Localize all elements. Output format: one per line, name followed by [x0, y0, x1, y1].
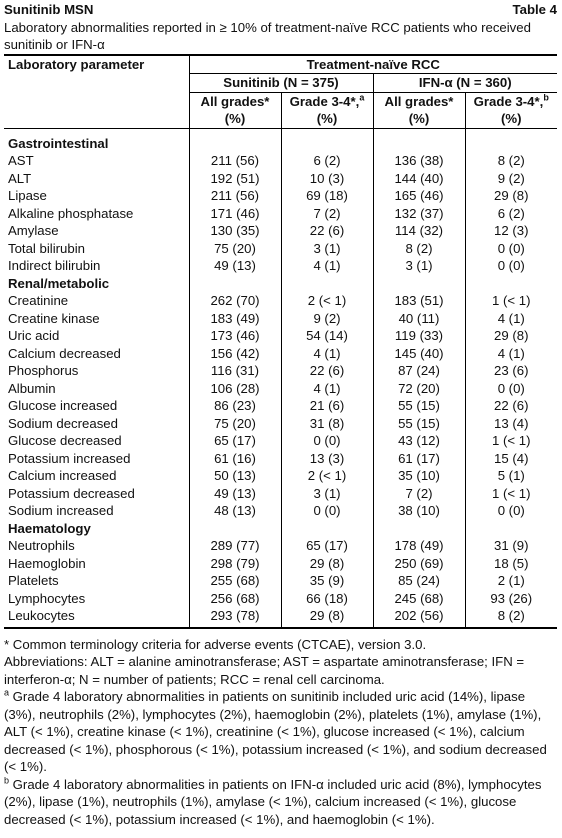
- value-cell: 136 (38): [373, 152, 465, 170]
- value-cell: 2 (< 1): [281, 467, 373, 485]
- all-grades-label: All grades*: [384, 93, 454, 109]
- table-row: [4, 292, 557, 310]
- value-cell: 61 (17): [373, 450, 465, 468]
- value-cell: 55 (15): [373, 397, 465, 415]
- value-cell: 178 (49): [373, 537, 465, 555]
- parameter-name: Uric acid: [8, 328, 60, 343]
- table-row: [4, 607, 557, 628]
- section-row: [4, 520, 557, 538]
- footnotes: [4, 636, 557, 829]
- param-column-header: Laboratory parameter: [4, 55, 189, 74]
- value-cell: 173 (46): [189, 327, 281, 345]
- value-cell: 289 (77): [189, 537, 281, 555]
- footnote-abbreviations: Abbreviations: ALT = alanine aminotransferase; AST = aspartate aminotransferase; IFN = interferon-α; N = number of patients; RCC = renal cell carcinoma.: [4, 654, 525, 687]
- value-cell: 13 (4): [465, 415, 557, 433]
- value-cell: 35 (9): [281, 572, 373, 590]
- value-cell: 12 (3): [465, 222, 557, 240]
- table-body: [4, 128, 557, 628]
- value-cell: 5 (1): [465, 467, 557, 485]
- footnote-star: * Common terminology criteria for adverse events (CTCAE), version 3.0.: [4, 636, 427, 652]
- value-cell: 211 (56): [189, 152, 281, 170]
- value-cell: 9 (2): [465, 170, 557, 188]
- parameter-name: Phosphorus: [8, 363, 79, 378]
- parameter-name: Creatinine: [8, 293, 69, 308]
- table-row: [4, 450, 557, 468]
- table-row: [4, 485, 557, 503]
- value-cell: 132 (37): [373, 205, 465, 223]
- value-cell: 6 (2): [465, 205, 557, 223]
- value-cell: 22 (6): [465, 397, 557, 415]
- value-cell: 22 (6): [281, 362, 373, 380]
- value-cell: 29 (8): [281, 555, 373, 573]
- footnote-b: [4, 776, 557, 829]
- value-cell: 0 (0): [281, 502, 373, 520]
- value-cell: 130 (35): [189, 222, 281, 240]
- value-cell: 23 (6): [465, 362, 557, 380]
- pct-label: (%): [408, 111, 430, 126]
- lab-abnormalities-table: [4, 54, 557, 629]
- section-row: [4, 275, 557, 293]
- value-cell: 8 (2): [465, 607, 557, 628]
- parameter-name: Alkaline phosphatase: [8, 205, 134, 221]
- value-cell: 144 (40): [373, 170, 465, 188]
- table-row: [4, 502, 557, 520]
- value-cell: 65 (17): [189, 432, 281, 450]
- value-cell: 4 (1): [465, 310, 557, 328]
- value-cell: 192 (51): [189, 170, 281, 188]
- value-cell: 0 (0): [465, 257, 557, 275]
- sunitinib-grade34-header: [281, 92, 373, 128]
- parameter-name: Haemoglobin: [8, 555, 86, 571]
- sunitinib-all-grades-header: [189, 92, 281, 128]
- value-cell: 29 (8): [465, 187, 557, 205]
- value-cell: 0 (0): [281, 432, 373, 450]
- value-cell: 1 (< 1): [465, 485, 557, 503]
- parameter-name: Glucose decreased: [8, 433, 122, 448]
- parameter-name: Creatine kinase: [8, 310, 100, 326]
- grade34-label: Grade 3-4*,: [473, 93, 544, 109]
- parameter-name: Lipase: [8, 188, 47, 203]
- value-cell: 50 (13): [189, 467, 281, 485]
- footnote-b-text: Grade 4 laboratory abnormalities in patients on IFN-α included uric acid (8%), lymphocytes (2%), lipase (1%), neutrophils (1%), amylase (< 1%), calcium increased (< 1%), glucose decreased (< 1%), potassium increased (< 1%), and haemoglobin (< 1%).: [4, 776, 542, 827]
- parameter-name: Calcium decreased: [8, 345, 121, 361]
- value-cell: 171 (46): [189, 205, 281, 223]
- value-cell: 13 (3): [281, 450, 373, 468]
- table-row: [4, 257, 557, 275]
- ifn-all-grades-header: [373, 92, 465, 128]
- value-cell: 211 (56): [189, 187, 281, 205]
- document-title: Sunitinib MSN: [4, 2, 94, 17]
- value-cell: 87 (24): [373, 362, 465, 380]
- value-cell: 3 (1): [281, 240, 373, 258]
- value-cell: 72 (20): [373, 380, 465, 398]
- value-cell: 156 (42): [189, 345, 281, 363]
- value-cell: 116 (31): [189, 362, 281, 380]
- value-cell: 1 (< 1): [465, 292, 557, 310]
- footnote-a: [4, 688, 557, 776]
- table-label: Table 4: [512, 2, 557, 17]
- table-row: [4, 362, 557, 380]
- value-cell: 245 (68): [373, 590, 465, 608]
- parameter-name: Potassium increased: [8, 450, 131, 466]
- value-cell: 256 (68): [189, 590, 281, 608]
- table-row: [4, 555, 557, 573]
- parameter-name: Lymphocytes: [8, 590, 86, 606]
- value-cell: 31 (9): [465, 537, 557, 555]
- table-row: [4, 187, 557, 205]
- value-cell: 21 (6): [281, 397, 373, 415]
- value-cell: 4 (1): [465, 345, 557, 363]
- parameter-name: Leukocytes: [4, 607, 189, 628]
- value-cell: 86 (23): [189, 397, 281, 415]
- parameter-name: Sodium decreased: [8, 415, 118, 431]
- value-cell: 22 (6): [281, 222, 373, 240]
- table-row: [4, 572, 557, 590]
- footnote-a-mark: a: [4, 687, 10, 698]
- footnote-a-text: Grade 4 laboratory abnormalities in patients on sunitinib included uric acid (14%), lipase (3%), neutrophils (2%), lymphocytes (2%), haemoglobin (2%), platelets (1%), amylase (1%), ALT (< 1%), creatine kinase (< 1%), creatinine (< 1%), glucose increased (< 1%), calcium decreased (< 1%), phosphorous (< 1%), potassium increased (< 1%), and sodium decreased (< 1%).: [4, 689, 547, 774]
- value-cell: 114 (32): [373, 222, 465, 240]
- value-cell: 298 (79): [189, 555, 281, 573]
- section-heading: Haematology: [8, 520, 91, 536]
- value-cell: 61 (16): [189, 450, 281, 468]
- value-cell: 18 (5): [465, 555, 557, 573]
- sunitinib-header: Sunitinib (N = 375): [189, 74, 373, 93]
- value-cell: 4 (1): [281, 257, 373, 275]
- value-cell: 38 (10): [373, 502, 465, 520]
- value-cell: 10 (3): [281, 170, 373, 188]
- all-grades-label: All grades*: [200, 93, 270, 109]
- footnote-b-mark: b: [4, 775, 10, 786]
- parameter-name: Glucose increased: [8, 398, 118, 413]
- grade34-label: Grade 3-4*,: [289, 93, 360, 109]
- value-cell: 0 (0): [465, 380, 557, 398]
- table-row: [4, 170, 557, 188]
- value-cell: 15 (4): [465, 450, 557, 468]
- parameter-name: Sodium increased: [8, 503, 114, 518]
- table-row: [4, 205, 557, 223]
- value-cell: 202 (56): [373, 607, 465, 628]
- pct-label: (%): [500, 111, 522, 126]
- value-cell: 7 (2): [281, 205, 373, 223]
- parameter-name: Calcium increased: [8, 468, 117, 483]
- section-heading: Renal/metabolic: [8, 275, 110, 291]
- value-cell: 106 (28): [189, 380, 281, 398]
- value-cell: 48 (13): [189, 502, 281, 520]
- value-cell: 2 (1): [465, 572, 557, 590]
- footnote-a-marker: a: [359, 92, 365, 103]
- table-row: [4, 397, 557, 415]
- value-cell: 65 (17): [281, 537, 373, 555]
- value-cell: 262 (70): [189, 292, 281, 310]
- value-cell: 4 (1): [281, 345, 373, 363]
- table-row: [4, 345, 557, 363]
- pct-label: (%): [224, 111, 246, 126]
- table-row: [4, 537, 557, 555]
- ifn-header: IFN-α (N = 360): [373, 74, 557, 93]
- value-cell: 3 (1): [281, 485, 373, 503]
- value-cell: 145 (40): [373, 345, 465, 363]
- value-cell: 43 (12): [373, 432, 465, 450]
- value-cell: 66 (18): [281, 590, 373, 608]
- value-cell: 0 (0): [465, 240, 557, 258]
- value-cell: 55 (15): [373, 415, 465, 433]
- value-cell: 31 (8): [281, 415, 373, 433]
- value-cell: 293 (78): [189, 607, 281, 628]
- parameter-name: Total bilirubin: [8, 240, 85, 256]
- value-cell: 119 (33): [373, 327, 465, 345]
- value-cell: 2 (< 1): [281, 292, 373, 310]
- table-row: [4, 327, 557, 345]
- footnote-b-marker: b: [543, 92, 549, 103]
- table-row: [4, 590, 557, 608]
- table-row: [4, 380, 557, 398]
- table-row: [4, 467, 557, 485]
- table-row: [4, 222, 557, 240]
- value-cell: 0 (0): [465, 502, 557, 520]
- value-cell: 8 (2): [465, 152, 557, 170]
- parameter-name: Potassium decreased: [8, 485, 135, 501]
- parameter-name: Indirect bilirubin: [8, 258, 101, 273]
- value-cell: 7 (2): [373, 485, 465, 503]
- value-cell: 29 (8): [465, 327, 557, 345]
- value-cell: 29 (8): [281, 607, 373, 628]
- table-row: [4, 152, 557, 170]
- value-cell: 183 (51): [373, 292, 465, 310]
- value-cell: 85 (24): [373, 572, 465, 590]
- document-page: [0, 1, 562, 828]
- value-cell: 4 (1): [281, 380, 373, 398]
- parameter-name: AST: [8, 153, 34, 168]
- value-cell: 75 (20): [189, 415, 281, 433]
- pct-label: (%): [316, 111, 338, 126]
- parameter-name: ALT: [8, 170, 32, 186]
- table-row: [4, 415, 557, 433]
- value-cell: 93 (26): [465, 590, 557, 608]
- ifn-grade34-header: [465, 92, 557, 128]
- value-cell: 49 (13): [189, 257, 281, 275]
- parameter-name: Neutrophils: [8, 538, 75, 553]
- value-cell: 9 (2): [281, 310, 373, 328]
- table-caption: Laboratory abnormalities reported in ≥ 10% of treatment-naïve RCC patients who received sunitinib or IFN-α: [4, 19, 531, 52]
- value-cell: 49 (13): [189, 485, 281, 503]
- group-header: Treatment-naïve RCC: [189, 55, 557, 74]
- value-cell: 35 (10): [373, 467, 465, 485]
- value-cell: 1 (< 1): [465, 432, 557, 450]
- value-cell: 54 (14): [281, 327, 373, 345]
- section-heading: Gastrointestinal: [4, 128, 189, 152]
- value-cell: 165 (46): [373, 187, 465, 205]
- parameter-name: Platelets: [8, 573, 59, 588]
- value-cell: 8 (2): [373, 240, 465, 258]
- table-row: [4, 432, 557, 450]
- parameter-name: Albumin: [8, 380, 56, 396]
- value-cell: 40 (11): [373, 310, 465, 328]
- value-cell: 183 (49): [189, 310, 281, 328]
- value-cell: 250 (69): [373, 555, 465, 573]
- table-row: [4, 240, 557, 258]
- value-cell: 3 (1): [373, 257, 465, 275]
- table-row: [4, 310, 557, 328]
- parameter-name: Amylase: [8, 223, 59, 238]
- section-row: [4, 128, 557, 152]
- title-row: [4, 1, 557, 19]
- value-cell: 255 (68): [189, 572, 281, 590]
- value-cell: 6 (2): [281, 152, 373, 170]
- value-cell: 75 (20): [189, 240, 281, 258]
- value-cell: 69 (18): [281, 187, 373, 205]
